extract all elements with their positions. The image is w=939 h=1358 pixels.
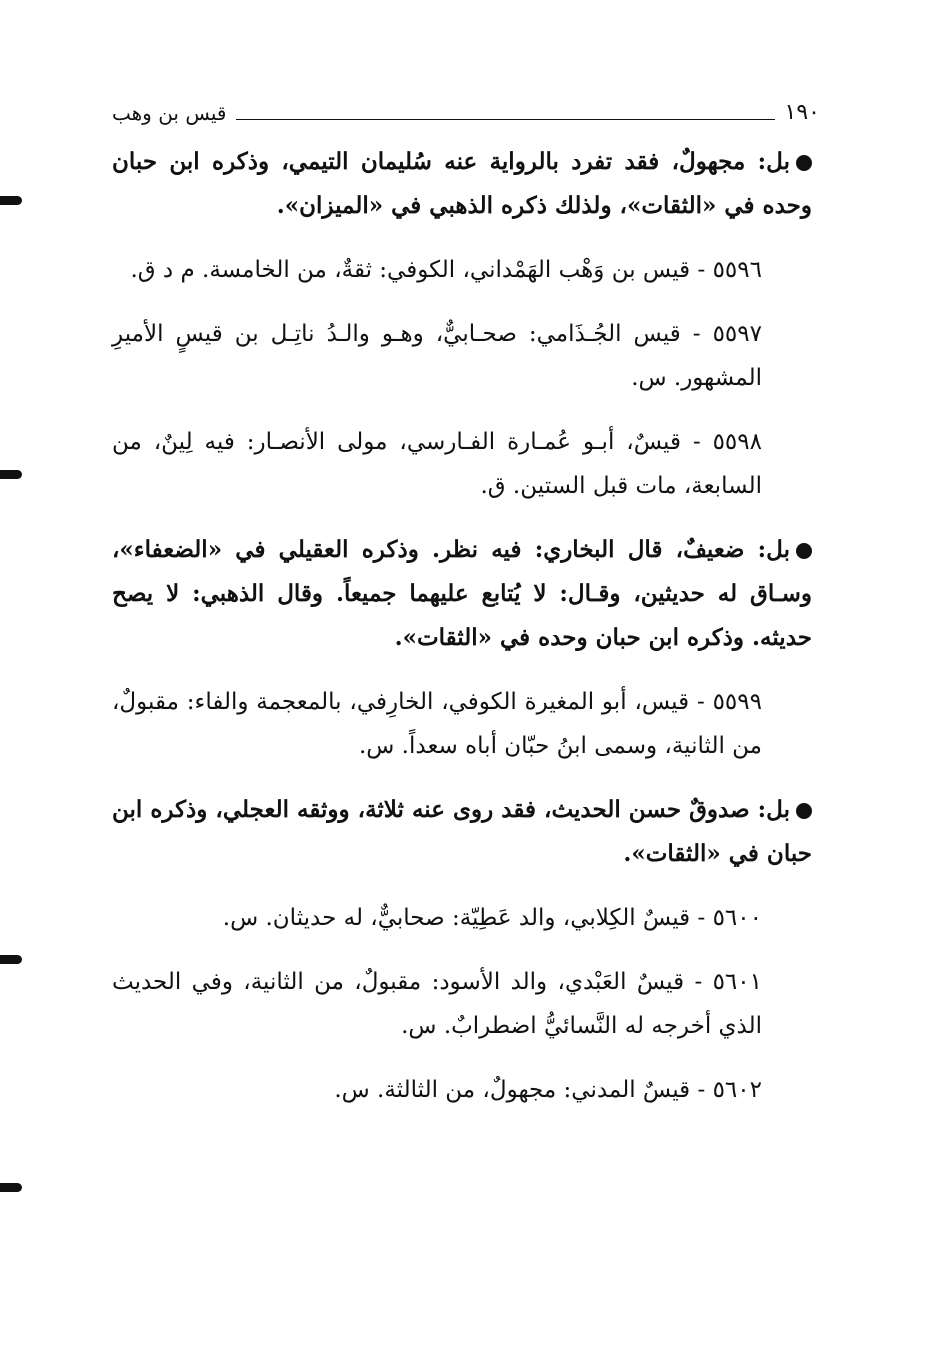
- bullet-icon: [796, 803, 812, 819]
- bullet-icon: [796, 155, 812, 171]
- scan-margin-mark: [0, 196, 22, 205]
- entry-5597: [112, 312, 812, 400]
- entry-5602: [112, 1068, 812, 1112]
- paragraph-text: ٥٥٩٧ - قيس الجُـذَامي: صحـابيٌّ، وهـو والـدُ ناتِـل بن قيسٍ الأميرِ المشهور. س.: [112, 321, 762, 391]
- entry-5599: [112, 680, 812, 768]
- entry-5601: [112, 960, 812, 1048]
- scan-margin-mark: [0, 1183, 22, 1192]
- scan-margin-mark: [0, 955, 22, 964]
- entry-5600: [112, 896, 812, 940]
- header-rule: [236, 119, 774, 120]
- scan-margin-mark: [0, 470, 22, 479]
- paragraph-text: ٥٥٩٩ - قيس، أبو المغيرة الكوفي، الخارِفي، بالمعجمة والفاء: مقبولٌ، من الثانية، وسمى ابنُ حبّان أباه سعداً. س.: [112, 689, 762, 759]
- bullet-icon: [796, 543, 812, 559]
- paragraph-text: ٥٥٩٦ - قيس بن وَهْب الهَمْداني، الكوفي: ثقةٌ، من الخامسة. م د ق.: [130, 257, 762, 283]
- comment-paragraph: [112, 788, 812, 876]
- page-header: [112, 96, 820, 126]
- running-title: قيس بن وهب: [112, 101, 227, 125]
- entry-5596: [112, 248, 812, 292]
- paragraph-text: ٥٦٠١ - قيسٌ العَبْدي، والد الأسود: مقبولٌ، من الثانية، وفي الحديث الذي أخرجه له النَّسائيُّ اضطرابٌ. س.: [112, 969, 762, 1039]
- paragraph-text: بل: صدوقٌ حسن الحديث، فقد روى عنه ثلاثة، ووثقه العجلي، وذكره ابن حبان في «الثقات».: [112, 796, 812, 867]
- page-body: [112, 140, 812, 1132]
- paragraph-text: بل: مجهولٌ، فقد تفرد بالرواية عنه سُليمان التيمي، وذكره ابن حبان وحده في «الثقات»، ولذلك ذكره الذهبي في «الميزان».: [112, 148, 812, 219]
- paragraph-text: ٥٦٠٢ - قيسٌ المدني: مجهولٌ، من الثالثة. س.: [334, 1077, 762, 1103]
- page-number: ١٩٠: [784, 100, 820, 125]
- paragraph-text: ٥٥٩٨ - قيسٌ، أبـو عُمـارة الفـارسي، مولى الأنصـار: فيه لِينٌ، من السابعة، مات قبل الستين. ق.: [112, 429, 762, 499]
- comment-paragraph: [112, 140, 812, 228]
- paragraph-text: بل: ضعيفٌ، قال البخاري: فيه نظر. وذكره العقيلي في «الضعفاء»، وسـاق له حديثين، وقـال: لا يُتابع عليهما جميعاً. وقال الذهبي: لا يصح حديثه. وذكره ابن حبان وحده في «الثقات».: [112, 536, 812, 651]
- entry-5598: [112, 420, 812, 508]
- comment-paragraph: [112, 528, 812, 660]
- paragraph-text: ٥٦٠٠ - قيسٌ الكِلابي، والد عَطِيّة: صحابيٌّ، له حديثان. س.: [222, 905, 762, 931]
